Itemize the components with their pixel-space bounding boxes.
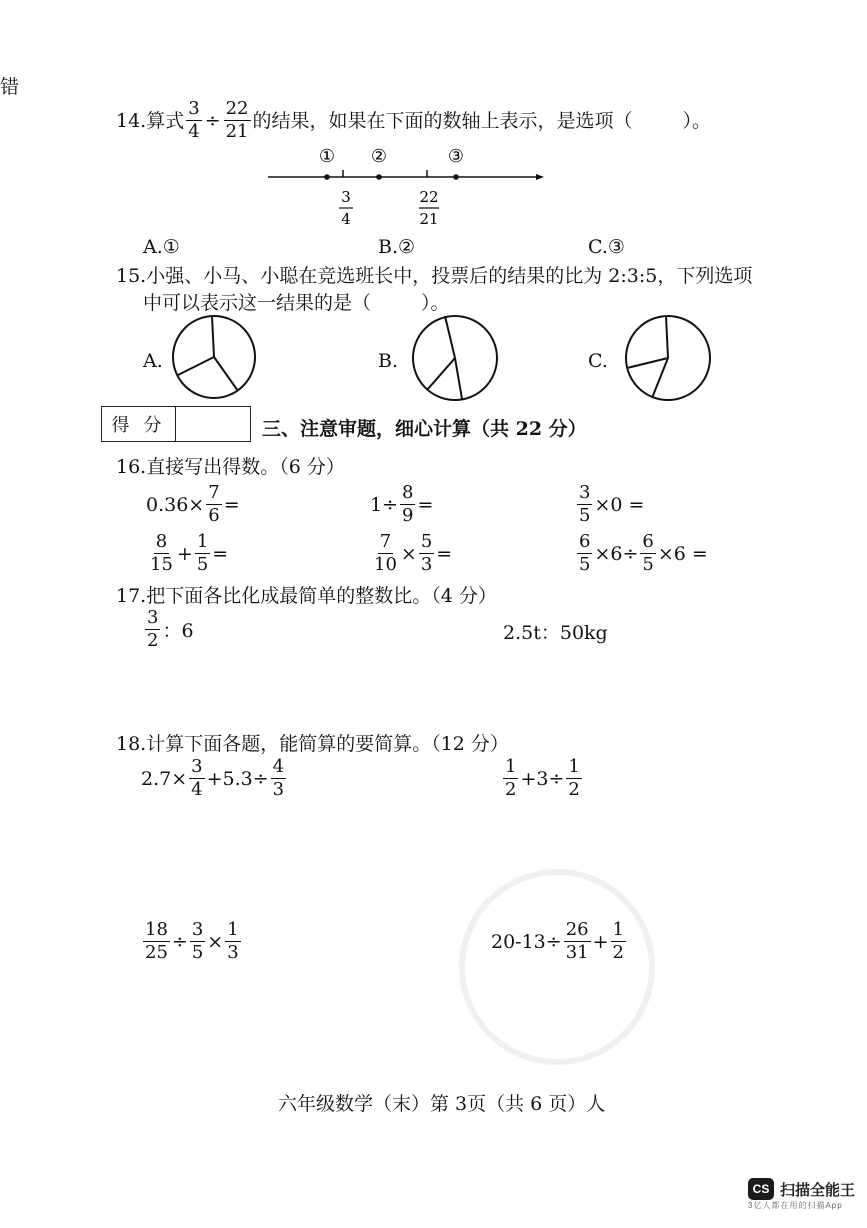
q16-e2-lead: 1÷ — [370, 493, 399, 516]
q15-line2b: ）。 — [421, 292, 450, 314]
q14-prefix: 14.算式 — [116, 109, 185, 132]
q14-option-a[interactable]: A.① — [143, 236, 180, 258]
q14-number-line — [260, 140, 560, 235]
q16-e4-frac-2: $\frac{1}{5}$ — [196, 531, 209, 575]
q16-e5-op: × — [400, 542, 417, 565]
tick1-num: 3 — [341, 188, 351, 206]
q18-e1-mid: +5.3÷ — [206, 767, 269, 790]
q15-option-c[interactable]: C. — [588, 350, 608, 372]
q16-e4-op: + — [176, 542, 193, 565]
q18-e1-lead: 2.7× — [141, 767, 188, 790]
q18-e3-frac-2: $\frac{3}{5}$ — [191, 919, 204, 963]
q17-e1-frac: $\frac{3}{2}$ — [147, 607, 159, 651]
tick2-num: 22 — [419, 188, 439, 206]
tick2-den: 21 — [419, 210, 439, 228]
q16-e6-mid: ×6÷ — [594, 542, 639, 565]
q18-expr-3 — [141, 921, 243, 962]
q14-option-b[interactable]: B.② — [378, 236, 416, 258]
q18-e4-op: + — [592, 930, 609, 953]
question-18-title: 18.计算下面各题，能简算的要简算。（12 分） — [116, 733, 509, 755]
q16-e1-lead: 0.36× — [146, 493, 205, 516]
q16-e6-tail: ×6 = — [657, 542, 708, 565]
q18-e3-op2: × — [207, 930, 224, 953]
q15-line2a: 中可以表示这一结果的是（ — [143, 292, 372, 314]
q18-e2-frac-1: $\frac{1}{2}$ — [505, 756, 517, 800]
q18-e4-frac-1: $\frac{26}{31}$ — [565, 919, 589, 963]
question-15-line-1: 15.小强、小马、小聪在竞选班长中，投票后的结果的比为 2:3:5，下列选项 — [116, 265, 753, 287]
question-17-title: 17.把下面各比化成最简单的整数比。（4 分） — [116, 585, 497, 607]
q16-expr-3 — [575, 484, 644, 525]
score-box — [101, 406, 251, 442]
number-line-arrow — [536, 174, 544, 180]
q14-close: ）。 — [682, 109, 712, 132]
q16-expr-2 — [370, 484, 433, 525]
q14-suffix: 的结果，如果在下面的数轴上表示，是选项（ — [252, 109, 633, 132]
q14-op: ÷ — [204, 109, 221, 132]
q16-e2-tail: = — [417, 493, 434, 516]
marker-1: ① — [318, 146, 336, 167]
q16-e1-tail: = — [223, 493, 240, 516]
question-14-stem — [116, 100, 711, 141]
tick1-den: 4 — [341, 210, 351, 228]
q17-e1-tail: ：6 — [162, 620, 194, 642]
q16-e5-frac-1: $\frac{7}{10}$ — [374, 531, 397, 575]
q18-expr-1 — [141, 758, 288, 799]
q16-expr-1 — [146, 484, 240, 525]
q18-e1-frac-2: $\frac{4}{3}$ — [272, 756, 285, 800]
question-16-title: 16.直接写出得数。（6 分） — [116, 456, 345, 478]
faint-stamp — [455, 865, 660, 1070]
q17-expr-2: 2.5t：50kg — [503, 622, 608, 644]
q18-expr-2 — [501, 758, 584, 799]
scanner-watermark — [748, 1178, 855, 1211]
q15-pie-c — [624, 315, 714, 401]
q15-answer-blank[interactable] — [371, 292, 421, 314]
q17-expr-1 — [143, 609, 194, 650]
q18-e2-mid: +3÷ — [520, 767, 565, 790]
q14-option-c[interactable]: C.③ — [588, 236, 625, 258]
page-footer: 六年级数学（末）第 3页（共 6 页）人 — [278, 1093, 606, 1115]
q18-e3-op1: ÷ — [171, 930, 188, 953]
q16-e3-tail: ×0 = — [594, 493, 645, 516]
q14-frac-1: $\frac{3}{4}$ — [188, 98, 200, 142]
marker-2: ② — [370, 146, 388, 167]
q16-e4-frac-1: $\frac{8}{15}$ — [150, 531, 173, 575]
q15-pie-a — [170, 315, 260, 399]
q18-e3-frac-1: $\frac{18}{25}$ — [145, 919, 168, 963]
q16-e3-frac: $\frac{3}{5}$ — [579, 482, 591, 526]
q16-e5-frac-2: $\frac{5}{3}$ — [420, 531, 433, 575]
q16-expr-5 — [370, 533, 452, 574]
q18-e3-frac-3: $\frac{1}{3}$ — [227, 919, 239, 963]
q16-expr-4 — [146, 533, 228, 574]
q18-e2-frac-2: $\frac{1}{2}$ — [568, 756, 580, 800]
q15-option-b[interactable]: B. — [378, 350, 399, 372]
watermark-name: 扫描全能王 — [780, 1181, 856, 1199]
q15-option-a[interactable]: A. — [143, 350, 163, 372]
q18-e4-lead: 20-13÷ — [491, 930, 562, 953]
q16-e4-tail: = — [212, 542, 229, 565]
point-3 — [453, 174, 459, 180]
cs-logo-icon: CS — [748, 1178, 774, 1200]
q18-e4-frac-2: $\frac{1}{2}$ — [612, 919, 624, 963]
score-field[interactable] — [176, 407, 250, 441]
section-3-title: 三、注意审题，细心计算（共 22 分） — [262, 418, 587, 440]
q16-e1-frac: $\frac{7}{6}$ — [208, 482, 220, 526]
edge-character: 错 — [0, 76, 20, 98]
q14-frac-2: $\frac{22}{21}$ — [225, 98, 249, 142]
question-15-line-2 — [143, 292, 450, 314]
marker-3: ③ — [447, 146, 465, 167]
point-1 — [324, 174, 330, 180]
q18-e1-frac-1: $\frac{3}{4}$ — [191, 756, 203, 800]
q16-e2-frac: $\frac{8}{9}$ — [402, 482, 414, 526]
watermark-subtitle: 3亿人都在用的扫描App — [748, 1201, 843, 1210]
q16-e6-frac-1: $\frac{6}{5}$ — [579, 531, 591, 575]
q16-e5-tail: = — [436, 542, 453, 565]
score-label: 得分 — [102, 407, 176, 441]
q16-e6-frac-2: $\frac{6}{5}$ — [642, 531, 654, 575]
point-2 — [376, 174, 382, 180]
q16-expr-6 — [575, 533, 708, 574]
q15-pie-b — [410, 315, 500, 401]
